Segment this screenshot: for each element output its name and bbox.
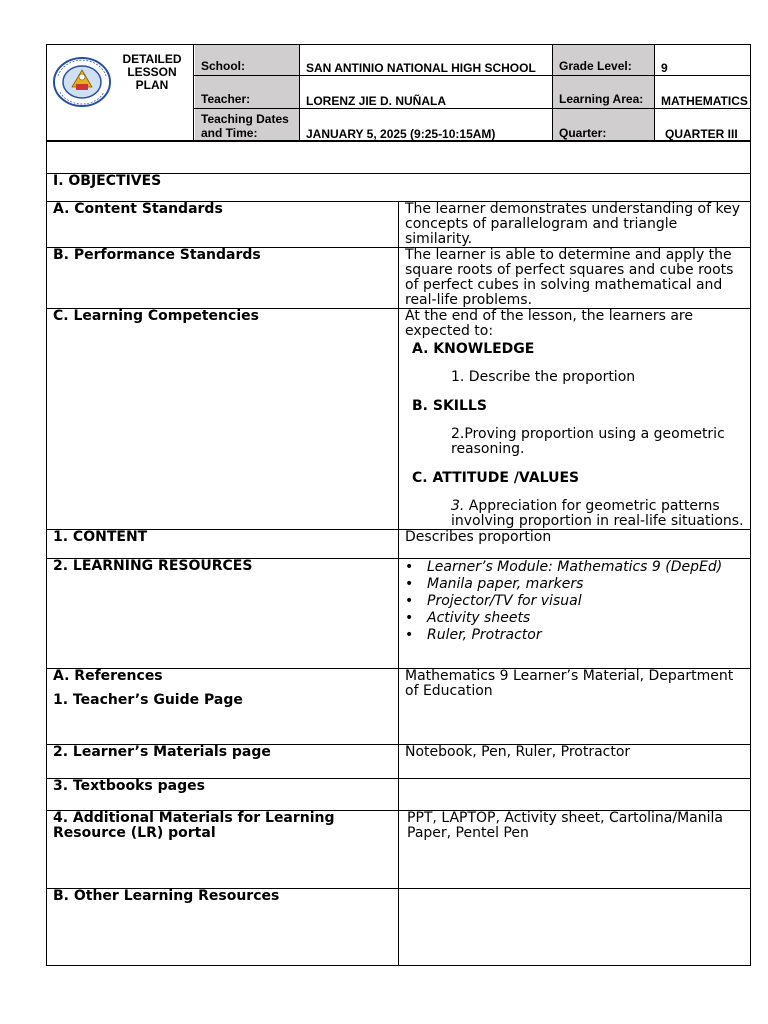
list-item: • Learner’s Module: Mathematics 9 (DepEd) (405, 559, 744, 576)
content-standards-text: The learner demonstrates understanding of key concepts of parallelogram and triangle similarity. (399, 202, 751, 248)
learner-materials-label: 2. Learner’s Materials page (47, 745, 399, 779)
teacher-guide-label: 1. Teacher’s Guide Page (53, 692, 243, 708)
list-item: • Manila paper, markers (405, 576, 744, 593)
competencies-cell (399, 309, 751, 530)
logo-cell (47, 45, 194, 140)
list-item: • Activity sheets (405, 610, 744, 627)
additional-materials-label: 4. Additional Materials for Learning Resource (LR) portal (47, 811, 399, 889)
school-label: School: (195, 45, 299, 75)
content-value: Describes proportion (399, 530, 751, 559)
resources-label: 2. LEARNING RESOURCES (47, 559, 399, 669)
knowledge-item: 1. Describe the proportion (451, 369, 636, 385)
content-row (47, 530, 751, 559)
deped-seal-icon (52, 56, 112, 108)
knowledge-heading: A. KNOWLEDGE (412, 341, 535, 357)
list-item: • Ruler, Protractor (405, 627, 744, 644)
spacer-row (47, 142, 751, 174)
references-value: Mathematics 9 Learner’s Material, Department of Education (399, 669, 751, 745)
learning-area-label: Learning Area: (553, 76, 654, 108)
skills-heading: B. SKILLS (412, 398, 487, 414)
performance-standards-text: The learner is able to determine and apply the square roots of perfect squares and cube roots of perfect cubes in solving mathematical and real-life problems. (399, 248, 751, 309)
resources-list (405, 559, 744, 644)
quarter-value: QUARTER III (665, 127, 738, 141)
objectives-row (47, 174, 751, 202)
teaching-dates-value: JANUARY 5, 2025 (9:25-10:15AM) (306, 127, 496, 141)
competencies-label: C. Learning Competencies (47, 309, 399, 530)
attitude-text: Appreciation for geometric patterns involving proportion in real-life situations. (451, 498, 744, 529)
header-table (46, 44, 751, 141)
additional-materials-row (47, 811, 751, 889)
textbooks-row (47, 779, 751, 811)
competencies-row (47, 309, 751, 530)
quarter-label: Quarter: (553, 109, 654, 140)
learning-area-value: MATHEMATICS (661, 94, 748, 108)
teacher-label: Teacher: (195, 76, 299, 108)
other-resources-label: B. Other Learning Resources (47, 889, 399, 966)
textbooks-label: 3. Textbooks pages (47, 779, 399, 811)
learner-materials-row (47, 745, 751, 779)
skills-item: 2.Proving proportion using a geometric reasoning. (451, 426, 725, 457)
content-standards-label: A. Content Standards (47, 202, 399, 248)
competencies-intro: At the end of the lesson, the learners are expected to: (405, 308, 693, 339)
content-standards-row (47, 202, 751, 248)
doc-title: DETAILED LESSON PLAN (122, 52, 182, 92)
references-row (47, 669, 751, 745)
additional-materials-value: PPT, LAPTOP, Activity sheet, Cartolina/Manila Paper, Pentel Pen (399, 811, 751, 889)
lesson-plan-table (46, 141, 751, 966)
other-resources-value (399, 889, 751, 966)
list-item: • Projector/TV for visual (405, 593, 744, 610)
resources-cell (399, 559, 751, 669)
attitude-number: 3. (451, 498, 465, 514)
performance-standards-label: B. Performance Standards (47, 248, 399, 309)
teaching-dates-label: Teaching Dates and Time: (195, 109, 299, 140)
references-cell (47, 669, 399, 745)
grade-level-label: Grade Level: (553, 45, 654, 75)
content-label: 1. CONTENT (47, 530, 399, 559)
resources-row (47, 559, 751, 669)
other-resources-row (47, 889, 751, 966)
learner-materials-value: Notebook, Pen, Ruler, Protractor (399, 745, 751, 779)
attitude-heading: C. ATTITUDE /VALUES (412, 470, 580, 486)
objectives-title: I. OBJECTIVES (47, 174, 751, 202)
grade-level-value: 9 (661, 61, 668, 75)
references-label: A. References (53, 668, 163, 684)
school-value: SAN ANTINIO NATIONAL HIGH SCHOOL (306, 61, 536, 75)
textbooks-value (399, 779, 751, 811)
attitude-item (451, 499, 744, 529)
performance-standards-row (47, 248, 751, 309)
empty-cell (47, 142, 751, 174)
teacher-value: LORENZ JIE D. NUÑALA (306, 94, 447, 108)
